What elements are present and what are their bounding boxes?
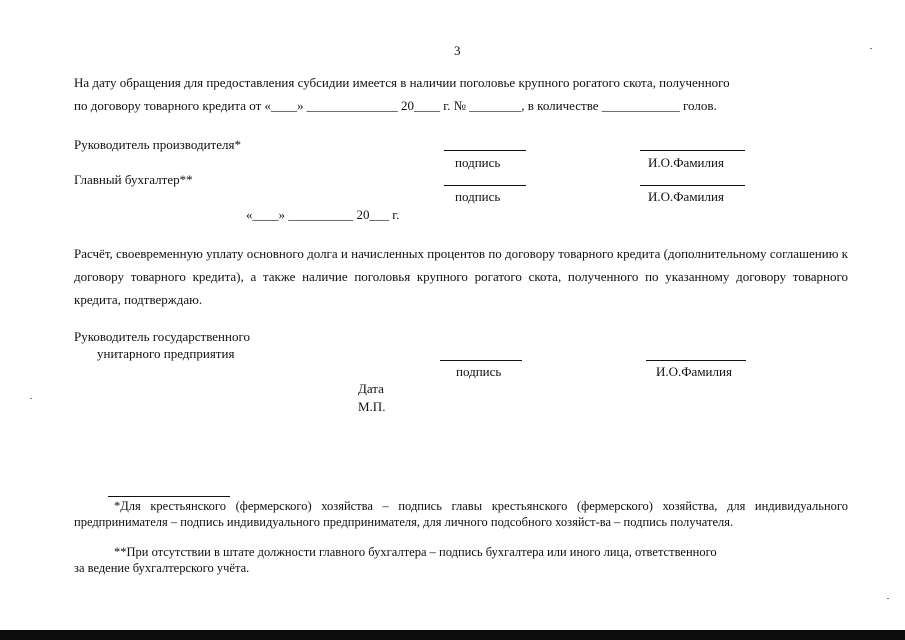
accountant-name-line xyxy=(640,185,745,186)
enterprise-signature-caption: подпись xyxy=(456,364,502,379)
subsidy-statement-line2: по договору товарного кредита от «____» ______________ 20____ г. № ________, в количестве ____________ голов. xyxy=(74,98,717,113)
producer-name-line xyxy=(640,150,745,151)
accountant-signature-line xyxy=(444,185,526,186)
stamp-place-label: М.П. xyxy=(358,399,386,414)
footnote-separator xyxy=(108,496,230,497)
page-number: 3 xyxy=(454,43,461,58)
confirmation-paragraph: Расчёт, своевременную уплату основного долга и начисленных процентов по договору товарного кредита (дополнительному соглашению к договору товарного кредита), а также наличие поголовья крупного рогатого скота, полученного по указанному договору товарного кредита, подтверждаю. xyxy=(74,246,848,307)
scan-bottom-edge xyxy=(0,630,905,640)
scan-speck xyxy=(870,48,872,49)
enterprise-name-line xyxy=(646,360,746,361)
chief-accountant-label: Главный бухгалтер** xyxy=(74,172,193,187)
scan-speck xyxy=(30,398,32,399)
accountant-name-caption: И.О.Фамилия xyxy=(648,189,724,204)
block1-date-line: «____» __________ 20___ г. xyxy=(246,207,400,222)
producer-name-caption: И.О.Фамилия xyxy=(648,155,724,170)
state-enterprise-head-label-line1: Руководитель государственного xyxy=(74,329,250,344)
accountant-signature-caption: подпись xyxy=(455,189,501,204)
producer-head-label: Руководитель производителя* xyxy=(74,137,241,152)
scan-speck xyxy=(887,598,889,599)
enterprise-name-caption: И.О.Фамилия xyxy=(656,364,732,379)
state-enterprise-head-label-line2: унитарного предприятия xyxy=(97,346,235,361)
producer-signature-line xyxy=(444,150,526,151)
footnote-accountant-line2: за ведение бухгалтерского учёта. xyxy=(74,561,250,575)
subsidy-statement-line1: На дату обращения для предоставления субсидии имеется в наличии поголовье крупного рогатого скота, полученного xyxy=(74,75,730,90)
date-label: Дата xyxy=(358,381,384,396)
footnote-farm: *Для крестьянского (фермерского) хозяйства – подпись главы крестьянского (фермерского) хозяйства, для индивидуального предпринимателя – подпись индивидуального предпринимателя, для личного подсобного хозяйст-ва – подпись получателя. xyxy=(74,499,848,529)
footnote-accountant-line1: **При отсутствии в штате должности главного бухгалтера – подпись бухгалтера или иного лица, ответственного xyxy=(114,545,717,559)
producer-signature-caption: подпись xyxy=(455,155,501,170)
enterprise-signature-line xyxy=(440,360,522,361)
